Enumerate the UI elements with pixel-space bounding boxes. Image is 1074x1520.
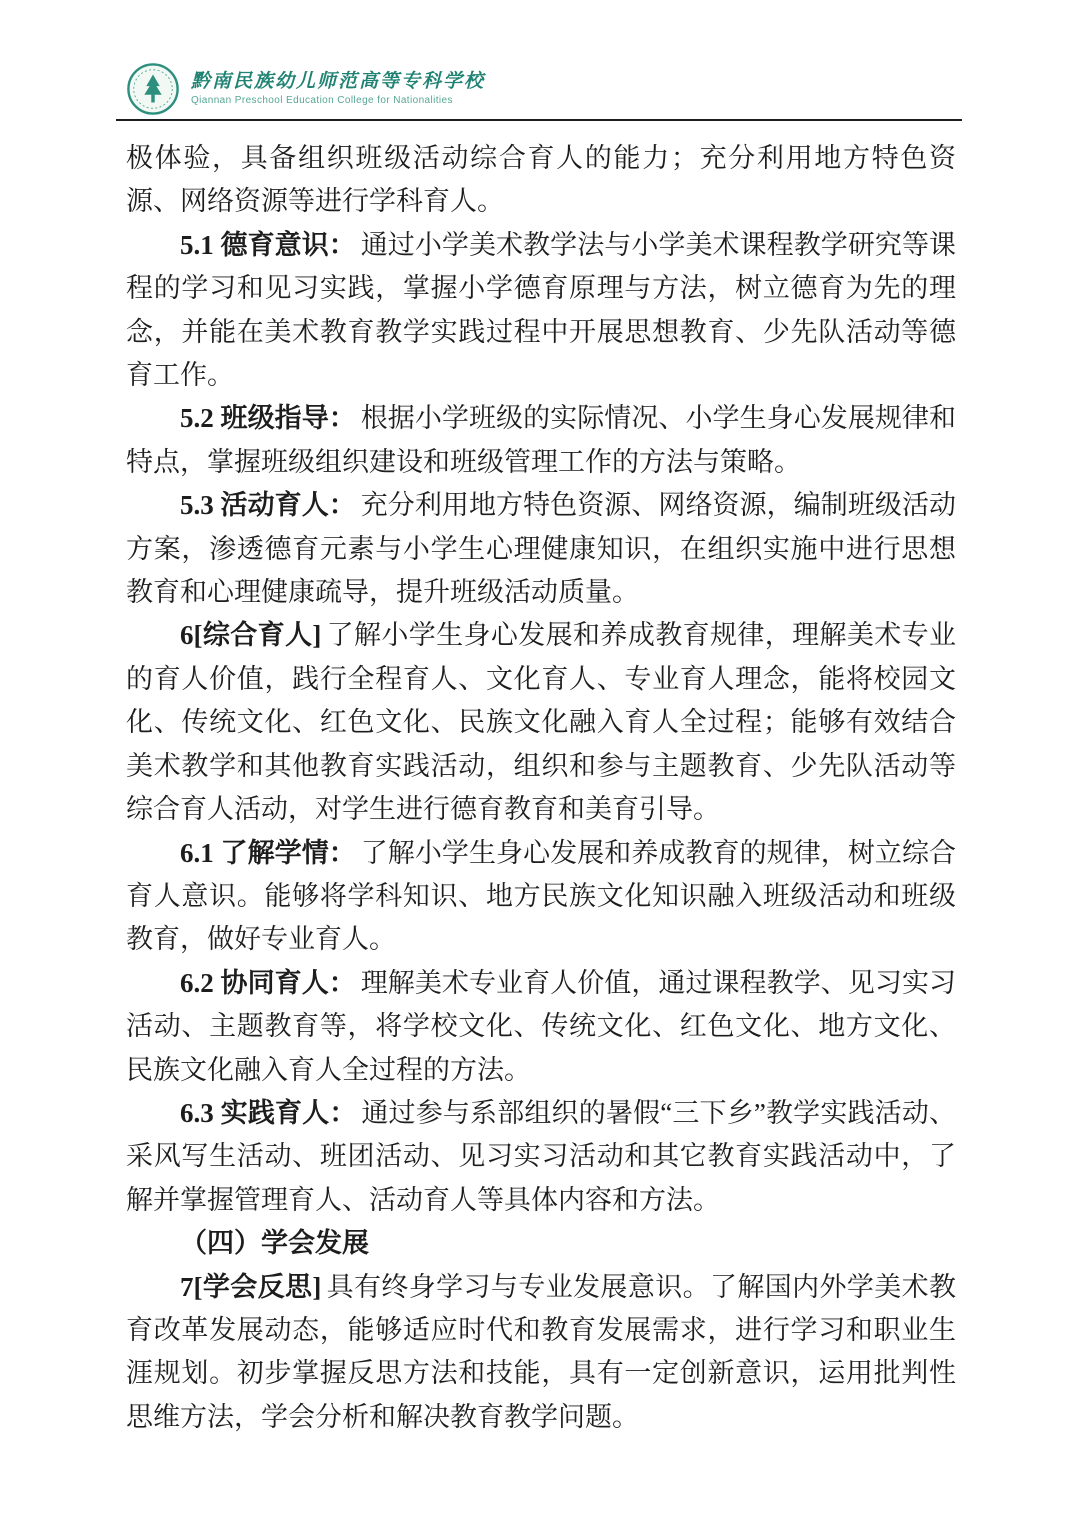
paragraph-lead: 5.3 活动育人：: [180, 490, 356, 521]
paragraph: [126, 397, 956, 484]
paragraph: [126, 1266, 956, 1440]
document-body: [126, 137, 956, 1439]
paragraph: [126, 962, 956, 1092]
paragraph-lead: 6.3 实践育人：: [180, 1097, 357, 1128]
letterhead: [126, 62, 956, 121]
paragraph-text: 具有终身学习与专业发展意识。了解国内外学美术教育改革发展动态，能够适应时代和教育发展需求，进行学习和职业生涯规划。初步掌握反思方法和技能，具有一定创新意识，运用批判性思维方法，学会分析和解决教育教学问题。: [126, 1271, 957, 1432]
college-name-en: Qiannan Preschool Education College for Nationalities: [191, 94, 453, 106]
college-name-zh: 黔南民族幼儿师范高等专科学校: [191, 71, 486, 93]
college-seal-icon: [126, 62, 180, 116]
paragraph-lead: 6.1 了解学情：: [180, 837, 356, 868]
paragraph-text: 通过参与系部组织的暑假“三下乡”教学实践活动、采风写生活动、班团活动、见习实习活动和其它教育实践活动中，了解并掌握管理育人、活动育人等具体内容和方法。: [126, 1097, 957, 1215]
paragraph: [126, 1092, 956, 1222]
paragraph-text: 理解美术专业育人价值，通过课程教学、见习实习活动、主题教育等，将学校文化、传统文化、红色文化、地方文化、民族文化融入育人全过程的方法。: [126, 967, 957, 1085]
paragraph-text: 了解小学生身心发展和养成教育规律，理解美术专业的育人价值，践行全程育人、文化育人、专业育人理念，能将校园文化、传统文化、红色文化、民族文化融入育人全过程；能够有效结合美术教学和其他教育实践活动，组织和参与主题教育、少先队活动等综合育人活动，对学生进行德育教育和美育引导。: [126, 620, 957, 825]
paragraph-text: 了解小学生身心发展和养成教育的规律，树立综合育人意识。能够将学科知识、地方民族文化知识融入班级活动和班级教育，做好专业育人。: [126, 837, 957, 955]
paragraph-text: 通过小学美术教学法与小学美术课程教学研究等课程的学习和见习实践，掌握小学德育原理与方法，树立德育为先的理念，并能在美术教育教学实践过程中开展思想教育、少先队活动等德育工作。: [126, 229, 957, 391]
paragraph-lead: 7[学会反思]: [180, 1271, 322, 1302]
paragraph: [126, 224, 956, 398]
paragraph-lead: 6.2 协同育人：: [180, 967, 356, 998]
paragraph: [126, 614, 956, 831]
paragraph-lead: 5.1 德育意识：: [180, 229, 356, 260]
header-divider: [116, 119, 962, 121]
paragraph-lead: （四）学会发展: [180, 1228, 369, 1259]
paragraph: [126, 1222, 956, 1265]
paragraph: [126, 137, 956, 224]
paragraph: [126, 832, 956, 962]
paragraph-text: 充分利用地方特色资源、网络资源，编制班级活动方案，渗透德育元素与小学生心理健康知识，在组织实施中进行思想教育和心理健康疏导，提升班级活动质量。: [126, 490, 957, 608]
paragraph: [126, 484, 956, 614]
paragraph-text: 极体验，具备组织班级活动综合育人的能力；充分利用地方特色资源、网络资源等进行学科育人。: [126, 143, 956, 217]
paragraph-lead: 5.2 班级指导：: [180, 403, 356, 434]
paragraph-lead: 6[综合育人]: [180, 620, 322, 651]
paragraph-text: 根据小学班级的实际情况、小学生身心发展规律和特点，掌握班级组织建设和班级管理工作的方法与策略。: [126, 403, 957, 477]
college-brand: [126, 62, 956, 116]
college-name-block: [191, 71, 485, 107]
